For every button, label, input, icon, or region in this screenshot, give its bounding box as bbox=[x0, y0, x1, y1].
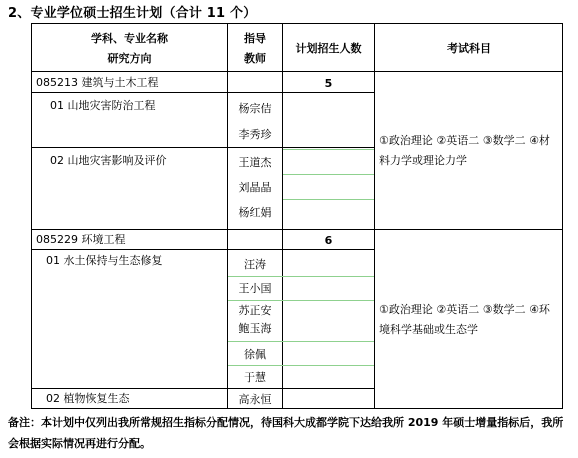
header-major-name: 学科、专业名称 bbox=[91, 32, 168, 45]
header-advisor-line1: 指导 bbox=[244, 32, 266, 45]
major-quota: 6 bbox=[324, 233, 333, 247]
inner-grid-line bbox=[228, 300, 374, 301]
header-quota: 计划招生人数 bbox=[295, 42, 362, 55]
advisor-name: 杨宗佶 bbox=[238, 102, 272, 115]
advisor-name: 杨红娟 bbox=[238, 205, 272, 219]
exam-subjects: ①政治理论 ②英语二 ③数学二 ④材料力学或理论力学 bbox=[379, 134, 550, 167]
header-research-direction: 研究方向 bbox=[107, 52, 152, 65]
inner-grid-line bbox=[283, 199, 374, 200]
advisor-name: 李秀珍 bbox=[238, 128, 272, 141]
advisor-name: 高永恒 bbox=[238, 393, 272, 406]
exam-subjects: ①政治理论 ②英语二 ③数学二 ④环境科学基础或生态学 bbox=[379, 303, 550, 336]
advisor-name: 汪涛 bbox=[244, 258, 266, 271]
col-divider-3 bbox=[374, 24, 375, 409]
direction-name: 02 植物恢复生态 bbox=[46, 392, 130, 405]
inner-grid-line bbox=[228, 365, 374, 366]
advisor-name: 于慧 bbox=[244, 371, 266, 384]
advisor-name: 鲍玉海 bbox=[238, 322, 272, 335]
major-code-name: 085213 建筑与土木工程 bbox=[36, 76, 159, 89]
header-exam-subjects: 考试科目 bbox=[447, 42, 491, 55]
advisor-name: 王道杰 bbox=[238, 155, 272, 169]
inner-grid-line bbox=[228, 341, 374, 342]
enrollment-plan-table bbox=[31, 23, 563, 409]
header-advisor-line2: 教师 bbox=[244, 52, 266, 65]
inner-grid-line bbox=[228, 276, 374, 277]
inner-grid-line bbox=[283, 149, 374, 150]
inner-grid-line bbox=[283, 174, 374, 175]
footnote: 备注：本计划中仅列出我所常规招生指标分配情况，待国科大成都学院下达给我所 2019 年硕士增量指标后，我所会根据实际情况再进行分配。 bbox=[8, 416, 564, 450]
row-divider bbox=[32, 147, 374, 148]
direction-name: 02 山地灾害影响及评价 bbox=[50, 154, 167, 167]
row-divider bbox=[32, 92, 374, 93]
major-divider bbox=[32, 229, 563, 230]
row-divider bbox=[32, 249, 374, 250]
header-divider bbox=[32, 71, 563, 72]
advisor-name: 王小国 bbox=[238, 282, 272, 295]
direction-name: 01 水土保持与生态修复 bbox=[46, 254, 163, 267]
section-heading: 2、专业学位硕士招生计划（合计 11 个） bbox=[8, 6, 257, 21]
direction-name: 01 山地灾害防治工程 bbox=[50, 99, 156, 112]
advisor-name: 徐佩 bbox=[244, 348, 266, 361]
advisor-name: 刘晶晶 bbox=[238, 180, 272, 194]
advisor-name: 苏正安 bbox=[238, 304, 272, 317]
major-quota: 5 bbox=[324, 76, 333, 90]
row-divider bbox=[32, 388, 374, 389]
major-code-name: 085229 环境工程 bbox=[36, 233, 126, 246]
